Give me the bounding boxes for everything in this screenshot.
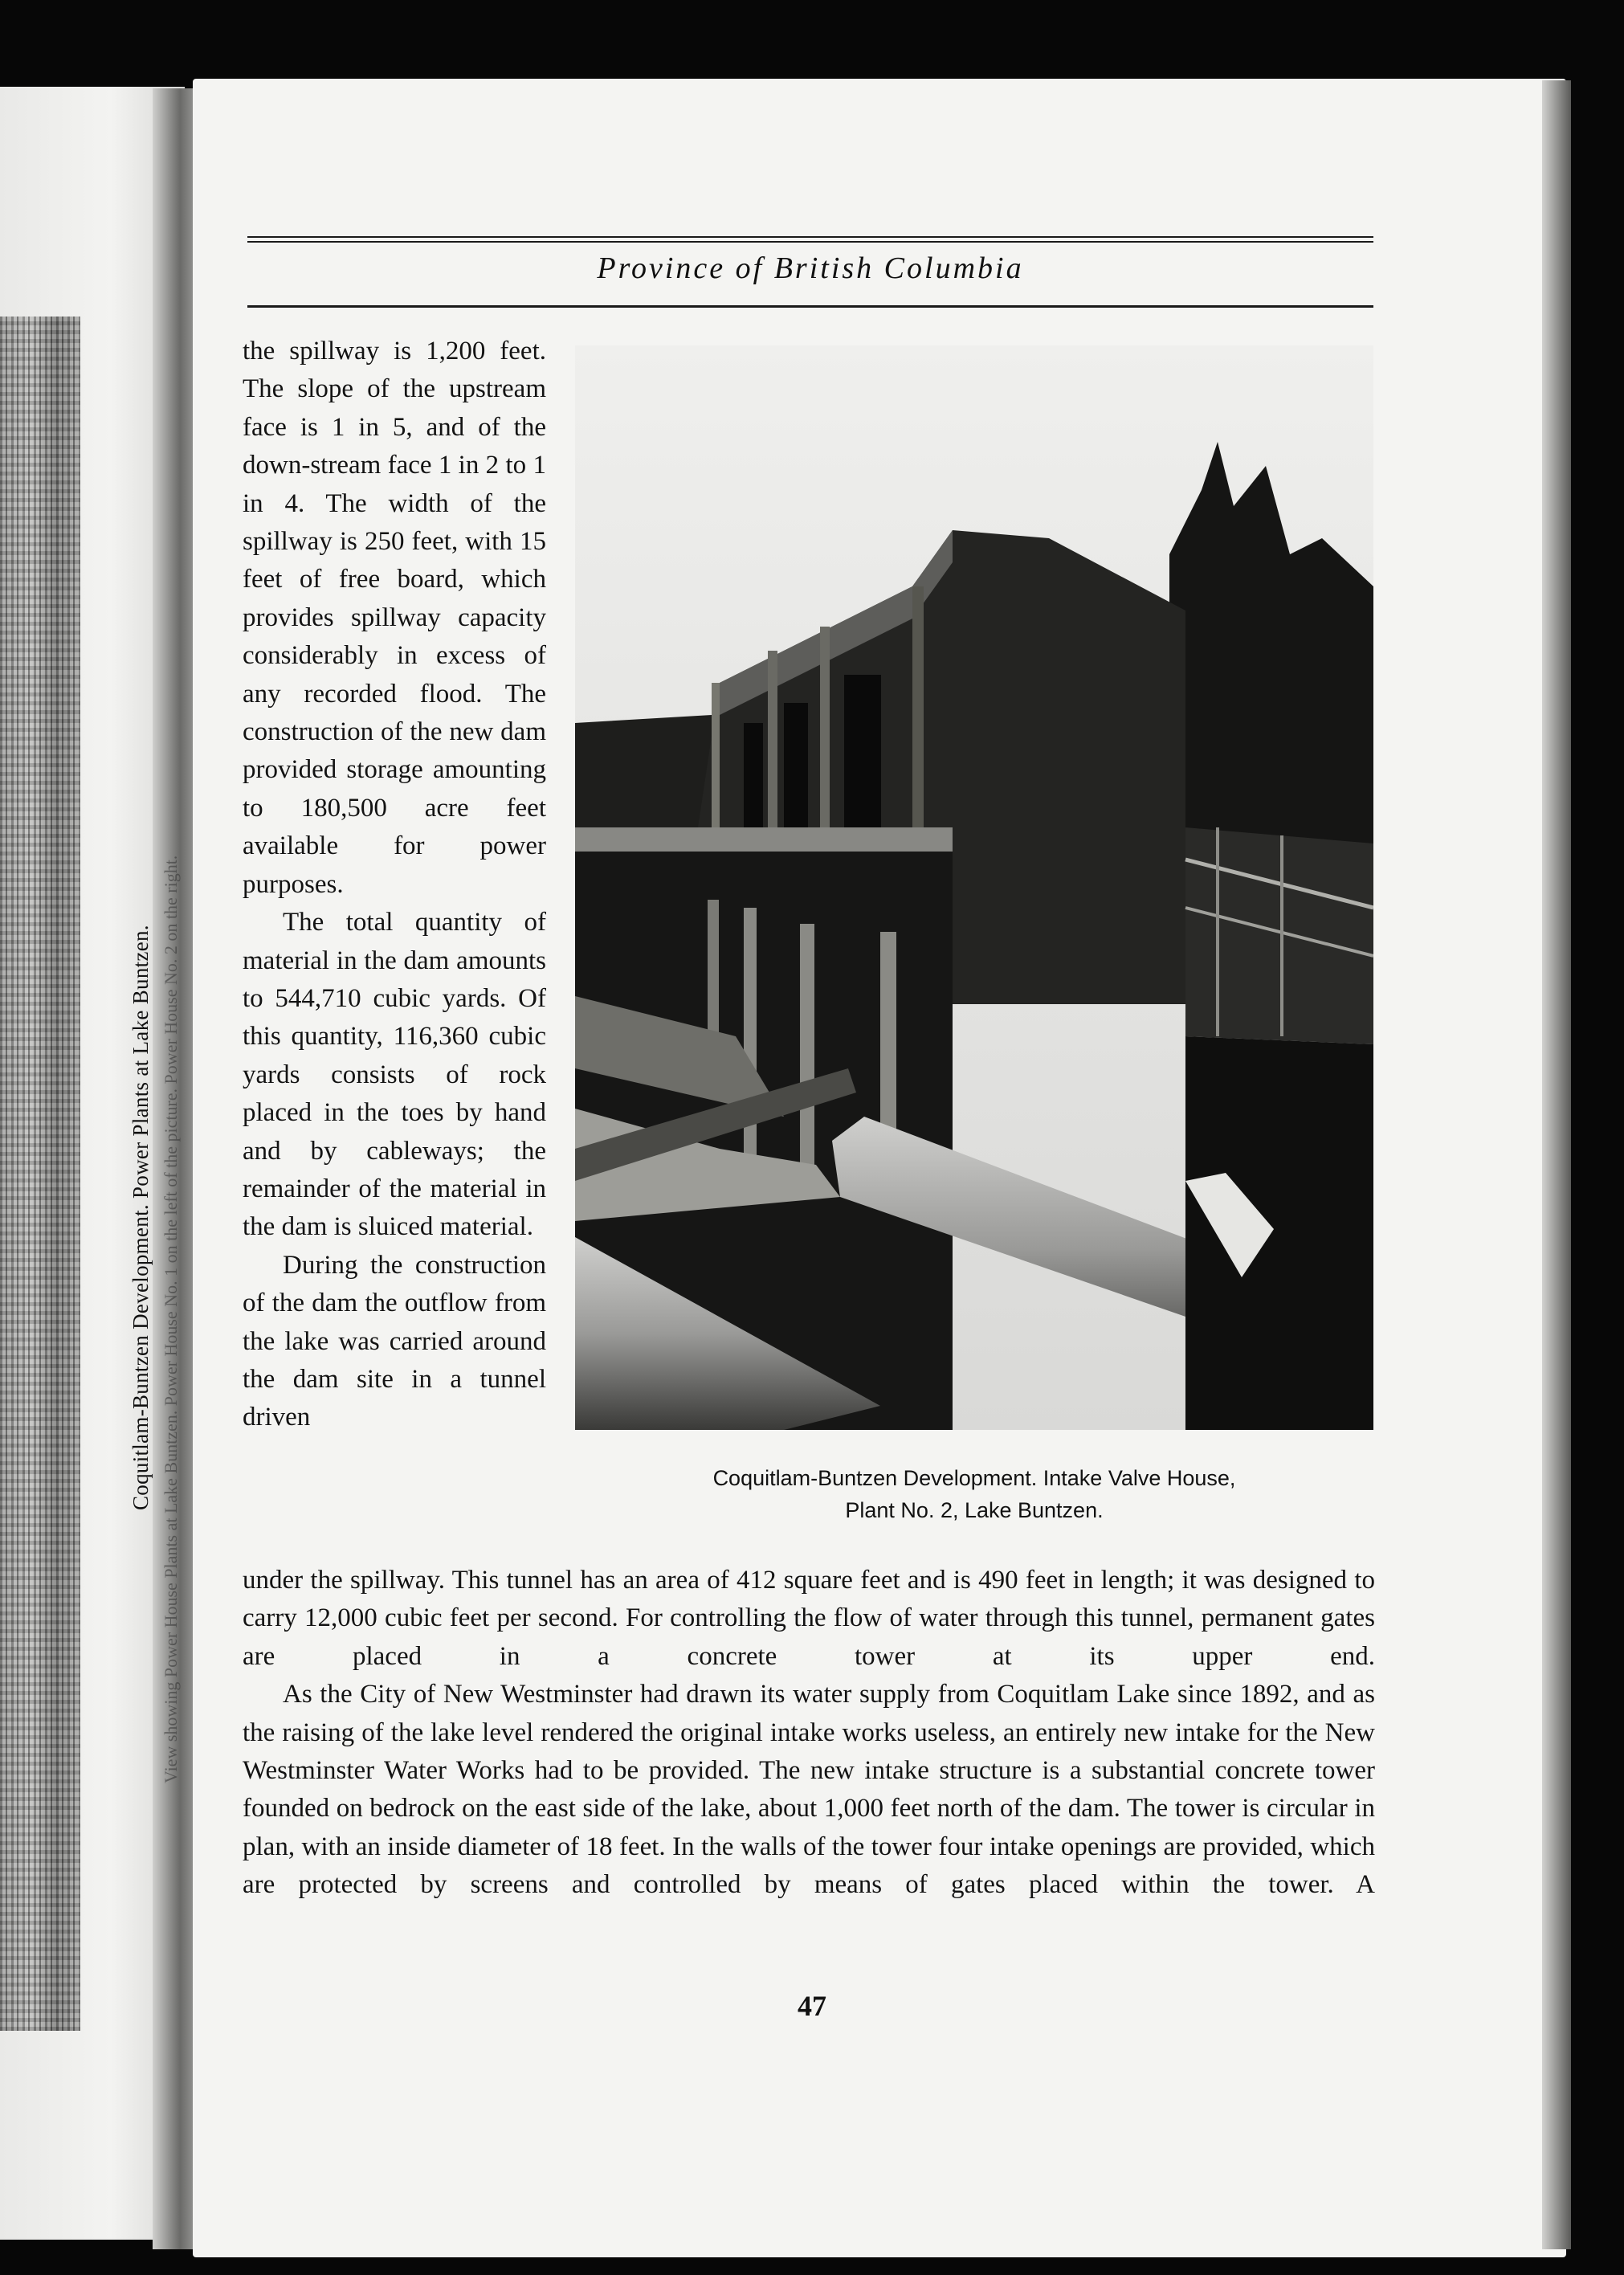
header-rule-top-double xyxy=(247,241,1373,243)
page-edge-shadow xyxy=(1542,80,1571,2249)
photo-caption xyxy=(575,1462,1373,1526)
paragraph-intake: As the City of New Westminster had drawn its water supply from Coquitlam Lake since 1892, and as the raising of the lake level rendered the original intake works useless, an entirely new intake for the New Westminster Water Works had to be provided. The new intake structure is a substantial concrete tower founded on bedrock on the east side of the lake, about 1,000 feet north of the dam. The tower is circular in plan, with an inside diameter of 18 feet. In the walls of the tower four intake openings are provided, which are protected by screens and controlled by means of gates placed within the tower. A xyxy=(243,1680,1375,1900)
paragraph-spillway: the spillway is 1,200 feet. The slope of the upstream face is 1 in 5, and of the down-stream face 1 in 2 to 1 in 4. The width of the spillway is 250 feet, with 15 feet of free board, which provides spillway capacity considerably in excess of any recorded flood. The construction of the new dam provided storage amounting to 180,500 acre feet available for power purposes. xyxy=(243,337,546,899)
narrow-text-column xyxy=(243,333,546,1437)
previous-page-caption: Coquitlam-Buntzen Development. Power Plants at Lake Buntzen. xyxy=(129,925,153,1510)
photo-caption-line-2: Plant No. 2, Lake Buntzen. xyxy=(845,1498,1104,1522)
previous-page-photo xyxy=(0,317,80,2031)
page-number: 47 xyxy=(798,1990,826,2022)
running-head: Province of British Columbia xyxy=(597,251,1024,285)
paragraph-tunnel: under the spillway. This tunnel has an area of 412 square feet and is 490 feet in length; it was designed to carry 12,000 cubic feet per second. For controlling the flow of water through this tunnel, permanent gates are placed in a concrete tower at its upper end. xyxy=(243,1566,1375,1671)
full-width-text xyxy=(243,1562,1375,1905)
photo-caption-line-1: Coquitlam-Buntzen Development. Intake Valve House, xyxy=(712,1466,1236,1490)
paragraph-material: The total quantity of material in the dam amounts to 544,710 cubic yards. Of this quantity, 116,360 cubic yards consists of rock placed in the toes by hand and by cableways; the remainder of the material in the dam is sluiced material. xyxy=(243,908,546,1242)
header-rule-bottom xyxy=(247,305,1373,308)
paragraph-construction: During the construction of the dam the outflow from the lake was carried around the dam site in a tunnel driven xyxy=(243,1250,546,1432)
intake-valve-house-photo xyxy=(575,345,1373,1430)
previous-page-caption-faint: View showing Power House Plants at Lake Buntzen. Power House No. 1 on the left of the picture. Power House No. 2 on the right. xyxy=(161,855,181,1783)
header-rule-top xyxy=(247,236,1373,238)
